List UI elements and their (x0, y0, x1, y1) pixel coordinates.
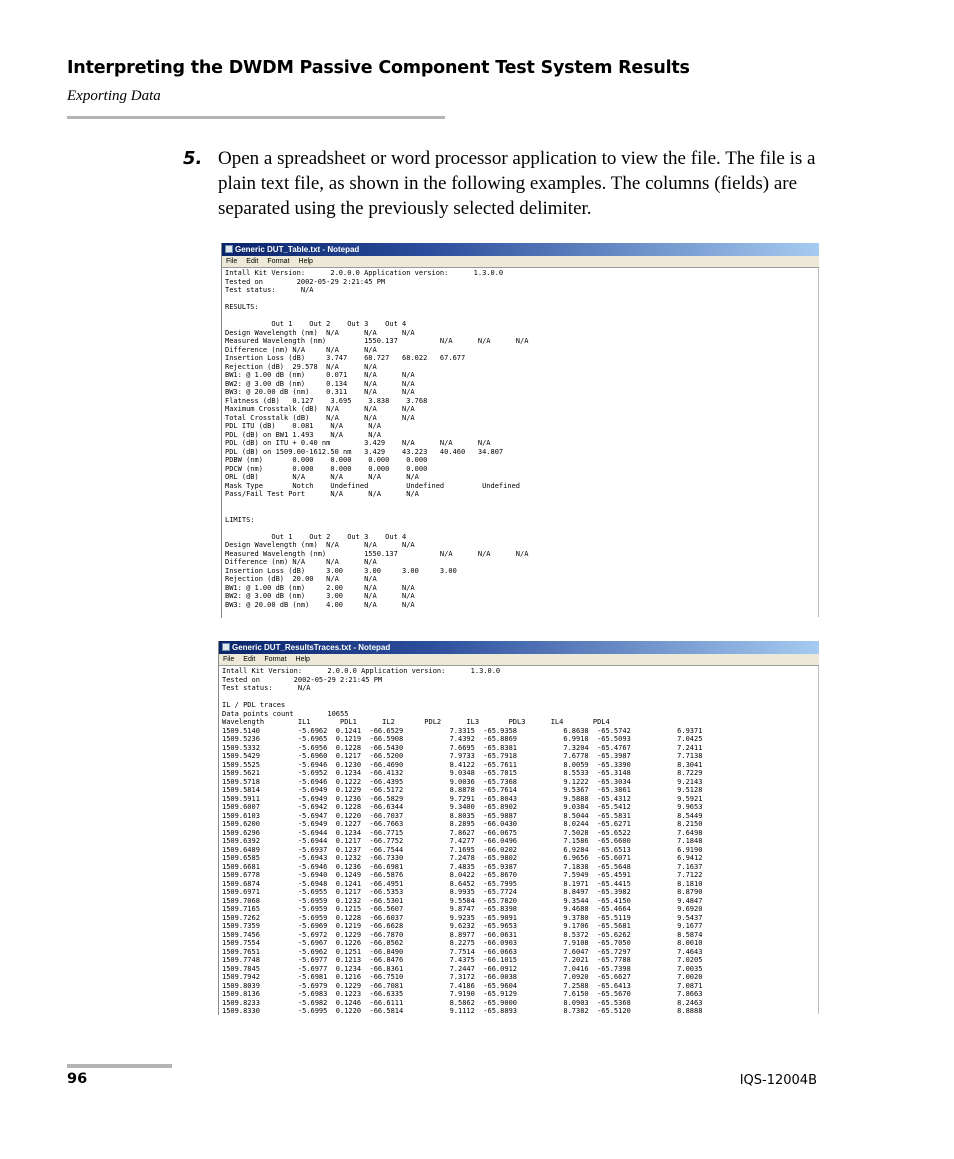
step-text: Open a spreadsheet or word processor application to view the file. The file is a plain text file, as shown in the following examples. The columns (fields) are separated using the previously selected delimiter. (218, 148, 816, 219)
scrollbar[interactable] (818, 268, 819, 617)
header-divider (67, 116, 445, 119)
scrollbar[interactable] (818, 666, 819, 1014)
menu-help[interactable]: Help (295, 656, 310, 663)
step-number: 5. (183, 148, 203, 169)
file-content: Intall Kit Version: 2.0.0.0 Application version: 1.3.0.0 Tested on 2002-05-29 2:21:45 PM Test status: N/A RESULTS: Out 1 Out 2 Out 3 Out 4 Design Wavelength (nm) N/A N/A N/A Measured Wavelength (nm) 1550.137 N/A N/A N/A Difference (nm) N/A N/A N/A Insertion Loss (dB) 3.747 68.727 68.022 67.677 Rejection (dB) 29.578 N/A N/A BW1: @ 1.00 dB (nm) 0.071 N/A N/A BW2: @ 3.00 dB (nm) 0.134 N/A N/A BW3: @ 20.00 dB (nm) 0.311 N/A N/A Flatness (dB) 0.127 3.695 3.838 3.768 Maximum Crosstalk (dB) N/A N/A N/A Total Crosstalk (dB) N/A N/A N/A PDL ITU (dB) 0.081 N/A N/A PDL (dB) on BW1 1.493 N/A N/A PDL (dB) on ITU + 0.40 nm 3.429 N/A N/A N/A PDL (dB) on 1509.00-1612.50 nm 3.429 43.223 40.460 34.807 PDBW (nm) 0.000 0.000 0.000 0.000 PDCW (nm) 0.000 0.000 0.000 0.000 ORL (dB) N/A N/A N/A N/A Mask Type Notch Undefined Undefined Undefined Pass/Fail Test Port N/A N/A N/A LIMITS: Out 1 Out 2 Out 3 Out 4 Design Wavelength (nm) N/A N/A N/A Measured Wavelength (nm) 1550.137 N/A N/A N/A Difference (nm) N/A N/A N/A Insertion Loss (dB) 3.00 3.00 3.00 3.00 Rejection (dB) 20.00 N/A N/A BW1: @ 1.00 dB (nm) 2.00 N/A N/A BW2: @ 3.00 dB (nm) 3.00 N/A N/A BW3: @ 20.00 dB (nm) 4.00 N/A N/A (225, 269, 529, 609)
menu-edit[interactable]: Edit (246, 258, 259, 265)
menu-bar (222, 256, 819, 268)
window-titlebar[interactable] (222, 243, 819, 256)
notepad-icon (222, 643, 230, 651)
menu-format[interactable]: Format (264, 656, 287, 663)
menu-help[interactable]: Help (298, 258, 313, 265)
menu-bar (219, 654, 819, 666)
window-title: Generic DUT_ResultsTraces.txt - Notepad (232, 643, 391, 652)
document-id: IQS-12004B (739, 1073, 817, 1088)
notepad-icon (225, 245, 233, 253)
window-titlebar[interactable] (219, 641, 819, 654)
page-number: 96 (67, 1071, 88, 1087)
notepad-window-traces (218, 641, 819, 1015)
window-title: Generic DUT_Table.txt - Notepad (235, 245, 360, 254)
text-area[interactable] (222, 268, 819, 617)
page-header-title: Interpreting the DWDM Passive Component Test System Results (67, 58, 690, 78)
page-header-subtitle: Exporting Data (67, 88, 161, 104)
menu-edit[interactable]: Edit (243, 656, 256, 663)
text-area[interactable] (219, 666, 819, 1014)
menu-file[interactable]: File (226, 258, 238, 265)
footer-divider (67, 1064, 172, 1068)
menu-file[interactable]: File (223, 656, 235, 663)
file-content: Intall Kit Version: 2.0.0.0 Application version: 1.3.0.0 Tested on 2002-05-29 2:21:45 PM Test status: N/A IL / PDL traces Data points count 10655 Wavelength IL1 PDL1 IL2 PDL2 IL3 PDL3 IL4 PDL4 1509.5140 -5.6962 0.1241 -66.6529 7.3315 -65.9358 6.8638 -65.5742 6.9371 1509.5236 -5.6965 0.1219 -66.5908 7.4392 -65.8869 6.9918 -65.5093 7.0425 1509.5332 -5.6956 0.1228 -66.5430 7.6695 -65.8381 7.3204 -65.4767 7.2411 1509.5429 -5.6960 0.1217 -66.5200 7.9733 -65.7918 7.6778 -65.3987 7.7138 1509.5525 -5.6946 0.1230 -66.4690 8.4122 -65.7611 8.0059 -65.3390 8.3041 1509.5621 -5.6952 0.1234 -66.4132 9.0348 -65.7015 8.5533 -65.3148 8.7229 1509.5718 -5.6946 0.1222 -66.4395 9.0036 -65.7368 9.1222 -65.3034 9.2143 1509.5814 -5.6949 0.1229 -66.5172 8.8878 -65.7614 9.5367 -65.3861 9.5128 1509.5911 -5.6949 0.1236 -66.5829 9.7291 -65.8043 9.5888 -65.4312 9.5921 1509.6007 -5.6942 0.1228 -66.6344 9.3400 -65.8902 9.0384 -65.5412 9.9653 1509.6103 -5.6947 0.1220 -66.7037 8.8035 -65.9887 8.5044 -65.5831 8.5449 1509.6200 -5.6949 0.1227 -66.7663 8.2895 -66.0430 8.0244 -65.6271 8.2150 1509.6296 -5.6944 0.1234 -66.7715 7.8627 -66.0675 7.5028 -65.6522 7.6498 1509.6392 -5.6944 0.1217 -66.7752 7.4277 -66.0496 7.1586 -65.6600 7.1848 1509.6489 -5.6937 0.1237 -66.7544 7.1695 -66.0202 6.9284 -65.6513 6.9190 1509.6585 -5.6943 0.1232 -66.7330 7.2478 -65.9802 6.9656 -65.6071 6.9412 1509.6681 -5.6946 0.1236 -66.6981 7.4835 -65.9387 7.1838 -65.5648 7.1637 1509.6778 -5.6940 0.1249 -66.5876 8.0422 -65.8670 7.5949 -65.4591 7.7122 1509.6874 -5.6948 0.1241 -66.4951 8.6452 -65.7995 8.1971 -65.4415 8.1810 1509.6971 -5.6955 0.1217 -66.5353 8.9935 -65.7724 8.8497 -65.3982 8.8790 1509.7068 -5.6959 0.1232 -66.5301 9.5504 -65.7820 9.3544 -65.4150 9.4847 1509.7165 -5.6959 0.1215 -66.5607 9.8747 -65.8398 9.4688 -65.4664 9.6920 1509.7262 -5.6959 0.1228 -66.6037 9.9235 -65.9091 9.3780 -65.5119 9.5437 1509.7359 -5.6969 0.1219 -66.6628 9.6232 -65.9653 9.1706 -65.5681 9.1677 1509.7456 -5.6972 0.1229 -66.7870 8.8977 -66.0631 8.5372 -65.6262 8.5874 1509.7554 -5.6967 0.1226 -66.8562 8.2275 -66.0903 7.9108 -65.7050 8.0010 1509.7651 -5.6962 0.1251 -66.8490 7.7514 -66.0663 7.6047 -65.7297 7.4643 1509.7748 -5.6977 0.1213 -66.8476 7.4375 -66.1015 7.2021 -65.7788 7.0205 1509.7845 -5.6977 0.1234 -66.8361 7.2447 -66.0912 7.0416 -65.7398 7.0035 1509.7942 -5.6981 0.1216 -66.7510 7.3172 -66.0038 7.0920 -65.6627 7.0020 1509.8039 -5.6979 0.1229 -66.7081 7.4186 -65.9604 7.2588 -65.6413 7.0871 1509.8136 -5.6983 0.1223 -66.6335 7.9190 -65.9129 7.6150 -65.5670 7.8663 1509.8233 -5.6982 0.1246 -66.6111 8.5862 -65.9000 8.0903 -65.5368 8.2463 1509.8330 -5.6995 0.1220 -66.5814 9.1112 -65.8893 8.7382 -65.5120 8.8888 (222, 667, 703, 1015)
notepad-window-table (221, 243, 819, 618)
menu-format[interactable]: Format (267, 258, 290, 265)
